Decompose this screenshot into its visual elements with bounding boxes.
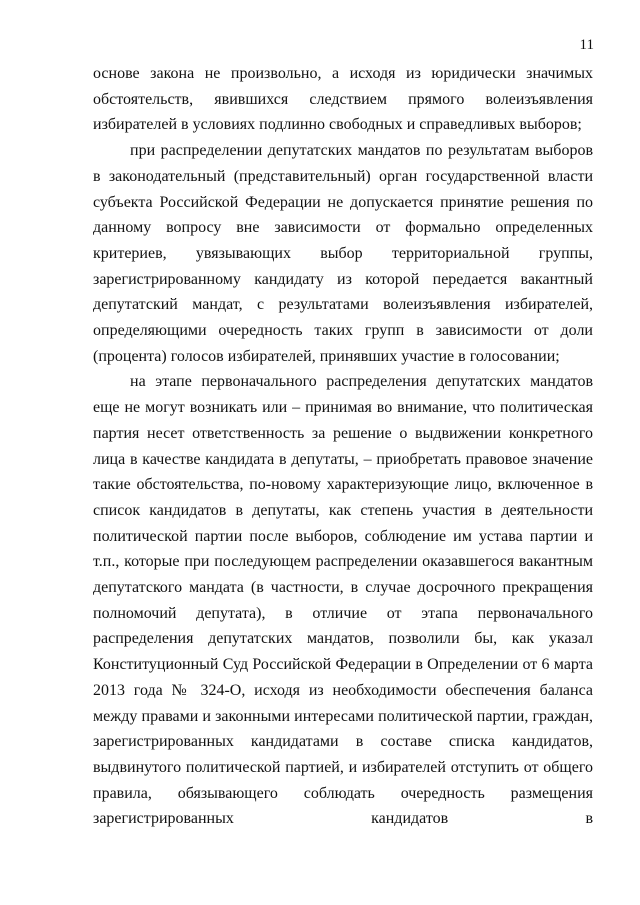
document-body [93,61,593,832]
paragraph-3: на этапе первоначального распределения депутатских мандатов еще не могут возникать или – принимая во внимание, что политическая партия несет ответственность за решение о выдвижении конкретного лица в качестве кандидата в депутаты, – приобретать правовое значение такие обстоятельства, по-новому характеризующие лицо, включенное в список кандидатов в депутаты, как степень участия в деятельности политической партии после выборов, соблюдение им устава партии и т.п., которые при последующем распределении оказавшегося вакантным депутатского мандата (в частности, в случае досрочного прекращения полномочий депутата), в отличие от этапа первоначального распределения депутатских мандатов, позволили бы, как указал Конституционный Суд Российской Федерации в Определении от 6 марта 2013 года № 324-О, исходя из необходимости обеспечения баланса между правами и законными интересами политической партии, граждан, зарегистрированных кандидатами в составе списка кандидатов, выдвинутого политической партией, и избирателей отступить от общего правила, обязывающего соблюдать очередность размещения зарегистрированных кандидатов в [93,373,593,828]
paragraph-1: основе закона не произвольно, а исходя из юридически значимых обстоятельств, явившихся следствием прямого волеизъявления избирателей в условиях подлинно свободных и справедливых выборов; [93,65,593,134]
page-number: 11 [579,37,594,53]
paragraph-2: при распределении депутатских мандатов по результатам выборов в законодательный (представительный) орган государственной власти субъекта Российской Федерации не допускается принятие решения по данному вопросу вне зависимости от формально определенных критериев, увязывающих выбор территориальной группы, зарегистрированному кандидату из которой передается вакантный депутатский мандат, с результатами волеизъявления избирателей, определяющими очередность таких групп в зависимости от доли (процента) голосов избирателей, принявших участие в голосовании; [93,142,593,365]
